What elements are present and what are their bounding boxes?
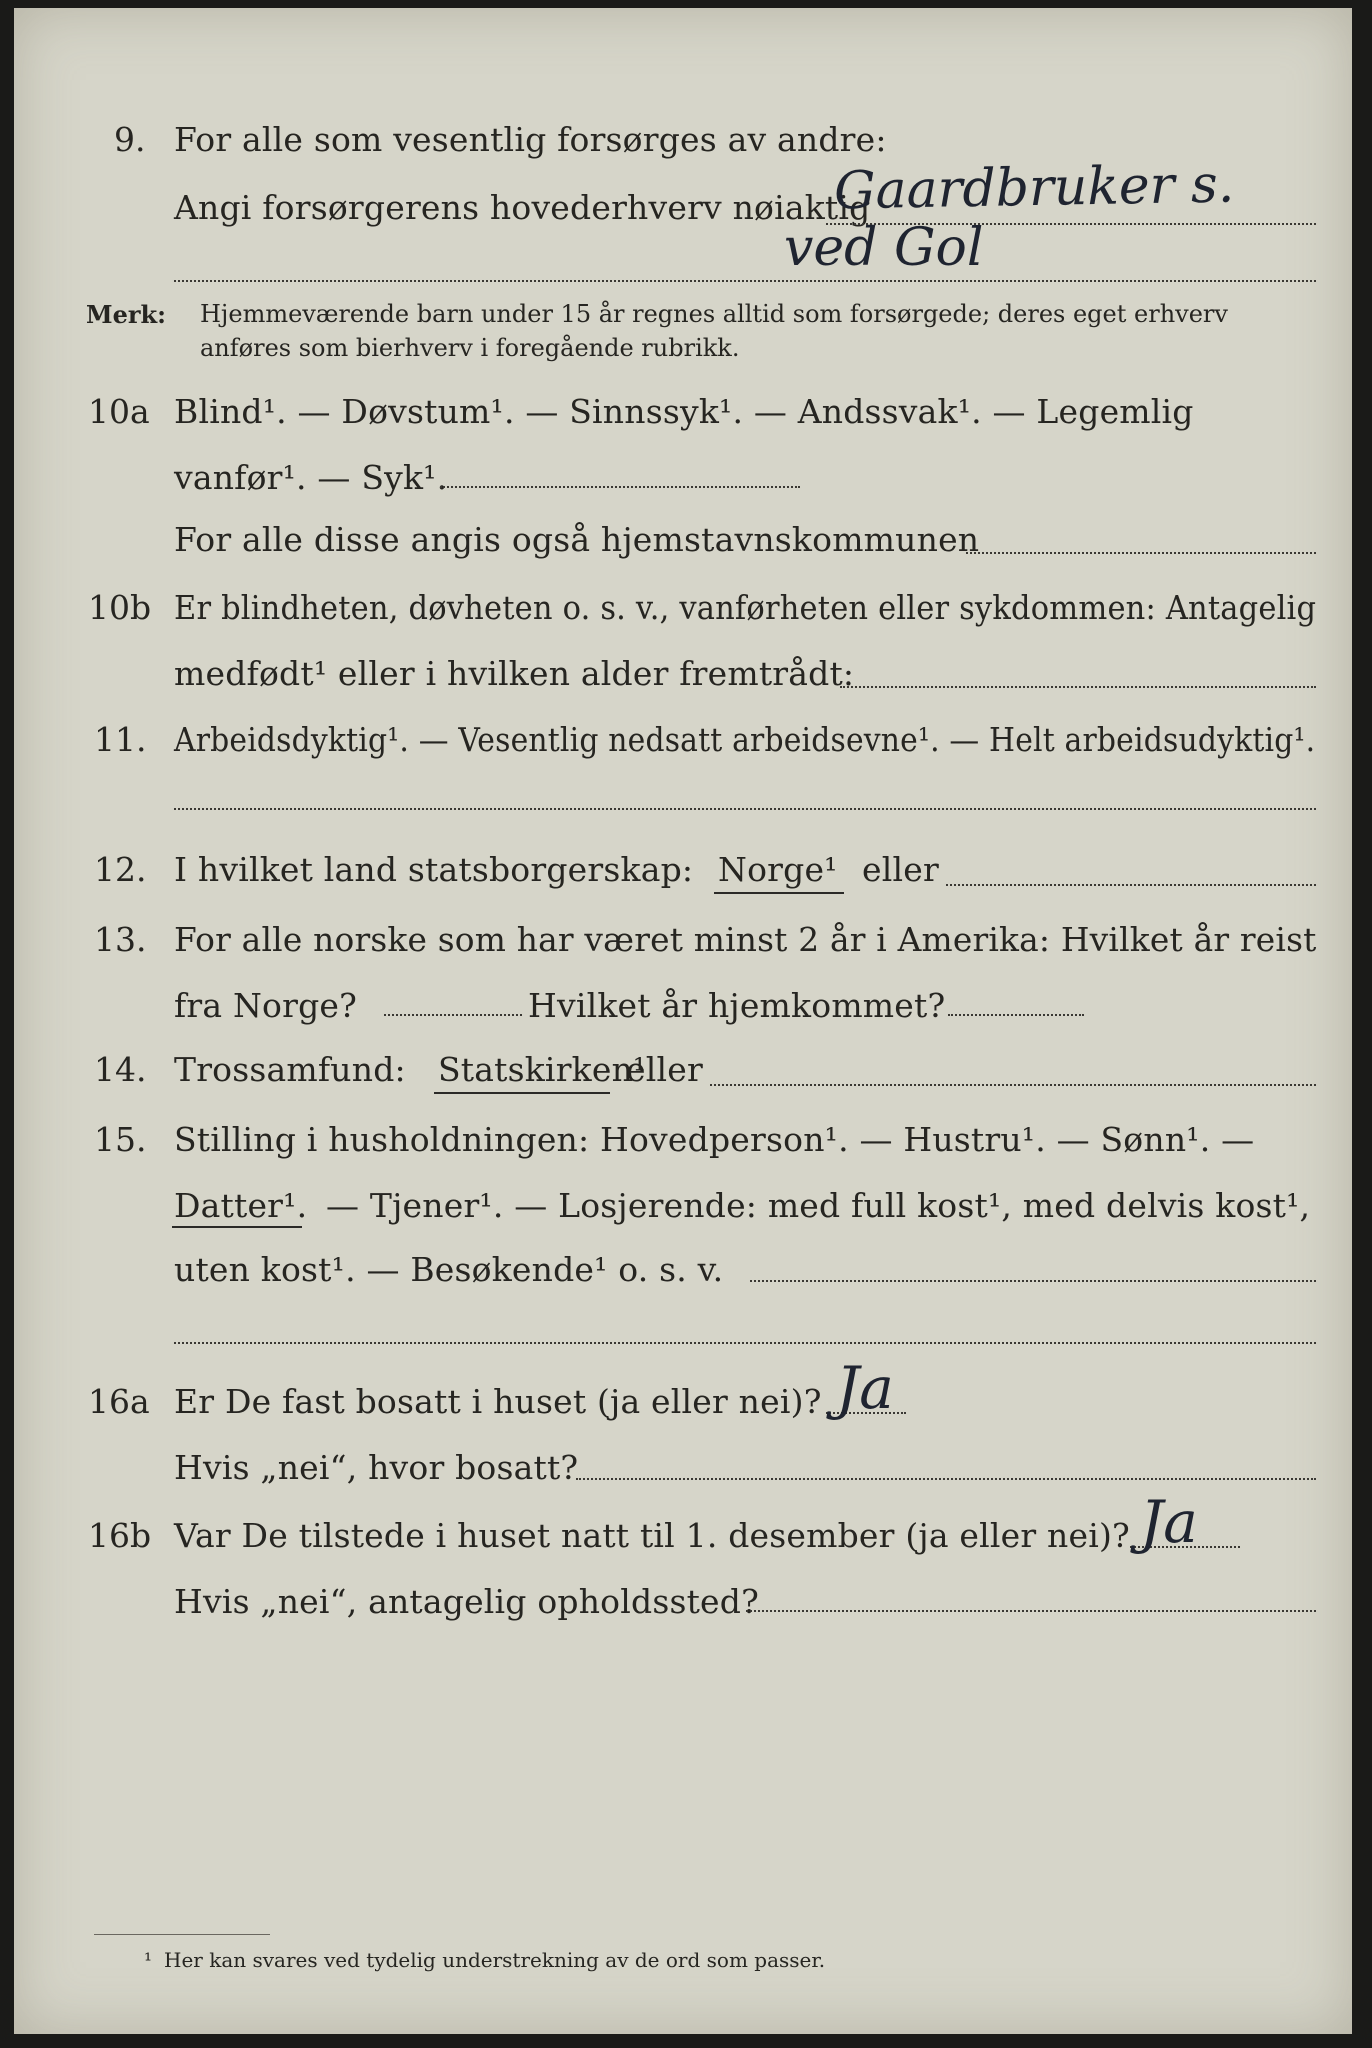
q14-option-statskirken: Statskirken¹ (438, 1050, 647, 1089)
q10b-answer-line (840, 686, 1316, 688)
q10a-line1: Blind¹. — Døvstum¹. — Sinnssyk¹. — Andssvak¹. — Legemlig (174, 392, 1194, 431)
q9-answer-line2 (174, 280, 1316, 282)
q12-norge-underline (714, 892, 844, 894)
q15-answer-line (750, 1280, 1316, 1282)
q12-prefix: I hvilket land statsborgerskap: (174, 850, 694, 889)
q12-option-norge: Norge¹ (718, 850, 838, 889)
q11-number: 11. (94, 720, 147, 759)
q11-line1: Arbeidsdyktig¹. — Vesentlig nedsatt arbeidsevne¹. — Helt arbeidsudyktig¹. (174, 720, 1316, 759)
q16b-opholdssted-line (746, 1610, 1316, 1612)
q11-answer-line (174, 808, 1316, 810)
footnote-rule (94, 1934, 270, 1935)
q12-answer-line (946, 884, 1316, 886)
q12-suffix: eller (862, 850, 939, 889)
q15-extra-line (174, 1342, 1316, 1344)
q10a-line3: For alle disse angis også hjemstavnskommunen (174, 520, 980, 559)
q14-statskirken-underline (434, 1092, 610, 1094)
q16a-line1: Er De fast bosatt i huset (ja eller nei)? (174, 1382, 822, 1421)
q10a-answer-line (440, 486, 800, 488)
q14-suffix: eller (626, 1050, 703, 1089)
q10a-number: 10a (88, 392, 150, 431)
q13-line2a: fra Norge? (174, 986, 358, 1025)
q15-datter-underline (172, 1226, 302, 1228)
merk-line2: anføres som bierhverv i foregående rubrikk. (200, 334, 740, 362)
q16b-line1: Var De tilstede i huset natt til 1. desember (ja eller nei)? (174, 1516, 1130, 1555)
q13-hjemkommet-line (948, 1014, 1084, 1016)
q9-line2: Angi forsørgerens hovederhverv nøiaktig (174, 188, 871, 227)
q9-handwritten-answer2: ved Gol (784, 218, 984, 278)
q16a-bosatt-line (576, 1478, 1316, 1480)
q10b-line1: Er blindheten, døvheten o. s. v., vanførheten eller sykdommen: Antagelig (174, 588, 1317, 627)
q14-number: 14. (94, 1050, 147, 1089)
q15-number: 15. (94, 1120, 147, 1159)
q14-answer-line (710, 1084, 1316, 1086)
q10a-line2: vanfør¹. — Syk¹. (174, 458, 448, 497)
q15-line3: uten kost¹. — Besøkende¹ o. s. v. (174, 1250, 724, 1289)
footnote-mark: ¹ (144, 1948, 153, 1972)
q15-line2b: — Tjener¹. — Losjerende: med full kost¹, med delvis kost¹, (326, 1186, 1311, 1225)
q9-line1: For alle som vesentlig forsørges av andre: (174, 120, 887, 159)
q16a-line2: Hvis „nei“, hvor bosatt? (174, 1448, 579, 1487)
q12-number: 12. (94, 850, 147, 889)
q13-line2b: Hvilket år hjemkommet? (528, 986, 946, 1025)
q16a-number: 16a (88, 1382, 150, 1421)
q13-line1: For alle norske som har været minst 2 år i Amerika: Hvilket år reist (174, 920, 1317, 959)
q9-handwritten-answer1: Gaardbruker s. (833, 154, 1235, 222)
q16b-line2: Hvis „nei“, antagelig opholdssted? (174, 1582, 759, 1621)
q16a-handwritten-answer: Ja (836, 1354, 894, 1422)
q14-prefix: Trossamfund: (174, 1050, 406, 1089)
q16b-handwritten-answer: Ja (1140, 1488, 1198, 1556)
q10b-number: 10b (88, 588, 152, 627)
footnote-text: Her kan svares ved tydelig understrekning av de ord som passer. (164, 1948, 826, 1972)
q9-number: 9. (114, 120, 146, 159)
merk-label: Merk: (86, 300, 166, 329)
q10a-hjemstavn-line (966, 552, 1316, 554)
census-form-page (14, 8, 1352, 2034)
q10b-line2: medfødt¹ eller i hvilken alder fremtrådt: (174, 654, 855, 693)
merk-line1: Hjemmeværende barn under 15 år regnes alltid som forsørgede; deres eget erhverv (200, 300, 1228, 328)
q15-option-datter: Datter¹. (174, 1186, 308, 1225)
q13-number: 13. (94, 920, 147, 959)
q16b-number: 16b (88, 1516, 152, 1555)
q15-line1: Stilling i husholdningen: Hovedperson¹. — Hustru¹. — Sønn¹. — (174, 1120, 1255, 1159)
q13-reist-line (384, 1014, 522, 1016)
